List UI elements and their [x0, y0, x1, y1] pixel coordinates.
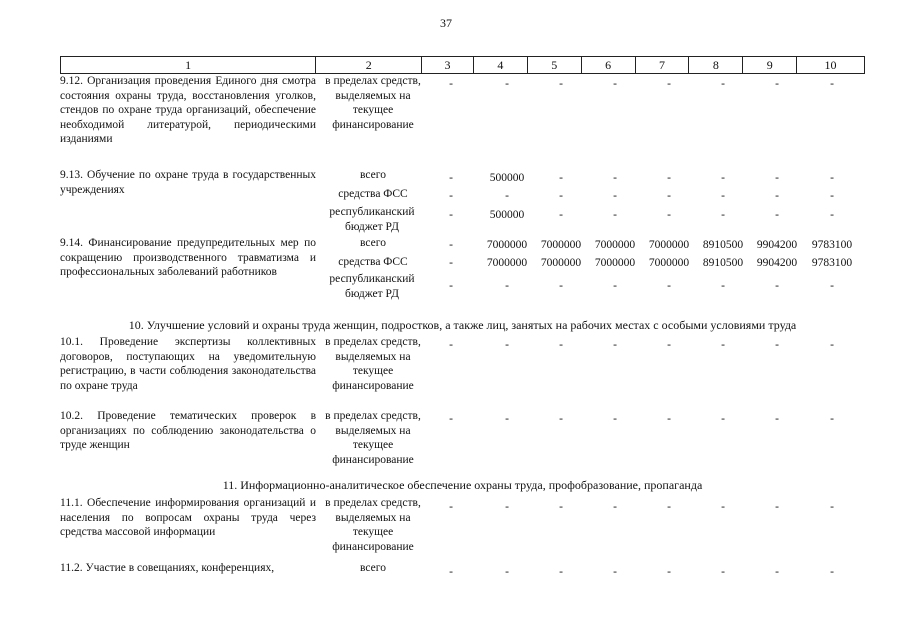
row-9-14-source-fss: средства ФСС — [338, 256, 408, 268]
cell-value: 7000000 — [486, 239, 528, 251]
cell-value: - — [775, 501, 779, 513]
cell-value: - — [449, 339, 453, 351]
cell-value: - — [559, 501, 563, 513]
cell-value: - — [559, 78, 563, 90]
funding-line: выделяемых на — [335, 424, 411, 437]
funding-line: в пределах средств, — [325, 410, 421, 422]
funding-line: финансирование — [332, 379, 414, 392]
row-11-2-description: 11.2. Участие в совещаниях, конференциях, — [60, 562, 275, 574]
funding-line: выделяемых на — [335, 511, 411, 524]
cell-value: - — [449, 566, 453, 578]
cell-value: - — [559, 339, 563, 351]
cell-value: - — [830, 209, 834, 221]
cell-value: - — [721, 172, 725, 184]
cell-value: 9904200 — [756, 239, 798, 251]
row-10-1-funding-source — [318, 335, 428, 393]
cell-value: - — [775, 209, 779, 221]
cell-value: - — [559, 190, 563, 202]
cell-value: - — [613, 209, 617, 221]
cell-value: - — [667, 209, 671, 221]
cell-value: - — [613, 172, 617, 184]
cell-value: - — [505, 566, 509, 578]
funding-line: финансирование — [332, 118, 414, 131]
cell-value: - — [775, 78, 779, 90]
cell-value: - — [830, 566, 834, 578]
cell-value: - — [667, 280, 671, 292]
cell-value: - — [505, 280, 509, 292]
header-col-3: 3 — [422, 57, 474, 73]
cell-value: - — [505, 501, 509, 513]
cell-value: 8910500 — [702, 239, 744, 251]
row-9-14-description: 9.14. Финансирование предупредительных мер по сокращению производственного травматизма и профессиональных заболеваний работников — [60, 237, 316, 278]
cell-value: - — [613, 501, 617, 513]
funding-line: в пределах средств, — [325, 75, 421, 87]
cell-value: 7000000 — [648, 239, 690, 251]
row-9-12-funding-source — [318, 74, 428, 132]
funding-line: текущее — [352, 439, 394, 451]
row-11-1-funding-source — [318, 496, 428, 554]
header-col-6: 6 — [582, 57, 636, 73]
cell-value: - — [830, 280, 834, 292]
row-11-1-description: 11.1. Обеспечение информирования организаций и населения по вопросам охраны труда через средства массовой информации — [60, 497, 316, 538]
row-10-2-description: 10.2. Проведение тематических проверок в организациях по соблюдению законодательства о труде женщин — [60, 410, 316, 451]
cell-value: - — [505, 339, 509, 351]
funding-line: текущее — [352, 365, 394, 377]
funding-line: выделяемых на — [335, 350, 411, 363]
cell-value: - — [449, 209, 453, 221]
cell-value: - — [613, 190, 617, 202]
cell-value: - — [449, 501, 453, 513]
cell-value: 500000 — [489, 172, 525, 184]
cell-value: - — [449, 190, 453, 202]
row-9-13-source-fss: средства ФСС — [338, 188, 408, 200]
cell-value: 9783100 — [811, 257, 853, 269]
cell-value: - — [505, 190, 509, 202]
cell-value: - — [667, 566, 671, 578]
header-col-8: 8 — [689, 57, 743, 73]
row-9-13-source-budget: республиканский бюджет РД — [329, 206, 415, 233]
cell-value: - — [830, 501, 834, 513]
cell-value: - — [721, 339, 725, 351]
row-9-14-source-budget: республиканский бюджет РД — [329, 273, 415, 300]
row-9-13-source-total: всего — [360, 169, 386, 181]
header-col-9: 9 — [743, 57, 797, 73]
row-9-13-description: 9.13. Обучение по охране труда в государственных учреждениях — [60, 169, 316, 196]
cell-value: - — [775, 190, 779, 202]
cell-value: - — [613, 339, 617, 351]
cell-value: - — [667, 190, 671, 202]
header-col-10: 10 — [824, 58, 837, 72]
row-9-14-source-total: всего — [360, 237, 386, 249]
cell-value: - — [830, 339, 834, 351]
row-9-12-description: 9.12. Организация проведения Единого дня смотра состояния охраны труда, восстановления уголков, стендов по охране труда организаций, обеспечение необходимой литературой, периодическими изданиями — [60, 75, 316, 145]
cell-value: - — [721, 501, 725, 513]
cell-value: - — [721, 280, 725, 292]
cell-value: - — [721, 566, 725, 578]
cell-value: - — [559, 172, 563, 184]
section-11-title: 11. Информационно-аналитическое обеспечение охраны труда, профобразование, пропаганда — [222, 478, 703, 492]
cell-value: - — [830, 190, 834, 202]
cell-value: - — [449, 280, 453, 292]
cell-value: - — [830, 78, 834, 90]
cell-value: 7000000 — [540, 257, 582, 269]
header-col-2: 2 — [316, 57, 422, 73]
funding-line: текущее — [352, 104, 394, 116]
cell-value: - — [721, 78, 725, 90]
funding-line: в пределах средств, — [325, 497, 421, 509]
page-number: 37 — [440, 16, 452, 30]
cell-value: - — [721, 413, 725, 425]
cell-value: - — [667, 339, 671, 351]
cell-value: - — [667, 413, 671, 425]
cell-value: - — [449, 413, 453, 425]
cell-value: 8910500 — [702, 257, 744, 269]
cell-value: - — [449, 239, 453, 251]
funding-line: финансирование — [332, 453, 414, 466]
cell-value: - — [775, 172, 779, 184]
cell-value: - — [559, 413, 563, 425]
section-10-title: 10. Улучшение условий и охраны труда женщин, подростков, а также лиц, занятых на рабочих местах с особыми условиями труда — [128, 318, 797, 332]
cell-value: 500000 — [489, 209, 525, 221]
row-10-2-funding-source — [318, 409, 428, 467]
cell-value: - — [505, 78, 509, 90]
cell-value: - — [667, 78, 671, 90]
cell-value: - — [505, 413, 509, 425]
cell-value: 7000000 — [540, 239, 582, 251]
header-col-7: 7 — [636, 57, 690, 73]
cell-value: - — [613, 280, 617, 292]
row-10-1-description: 10.1. Проведение экспертизы коллективных договоров, поступающих на уведомительную регистрацию, в части соблюдения законодательства по охране труда — [60, 336, 316, 392]
funding-line: текущее — [352, 526, 394, 538]
column-number-header — [60, 56, 865, 74]
cell-value: - — [449, 257, 453, 269]
header-col-4: 4 — [474, 57, 528, 73]
cell-value: 9783100 — [811, 239, 853, 251]
cell-value: - — [830, 413, 834, 425]
cell-value: - — [775, 413, 779, 425]
funding-line: финансирование — [332, 540, 414, 553]
header-col-1: 1 — [61, 57, 316, 73]
cell-value: 7000000 — [648, 257, 690, 269]
funding-line: в пределах средств, — [325, 336, 421, 348]
cell-value: - — [667, 501, 671, 513]
cell-value: - — [559, 209, 563, 221]
cell-value: - — [613, 566, 617, 578]
cell-value: - — [559, 280, 563, 292]
cell-value: 7000000 — [594, 239, 636, 251]
header-col-5: 5 — [528, 57, 582, 73]
cell-value: - — [830, 172, 834, 184]
cell-value: 7000000 — [486, 257, 528, 269]
cell-value: 9904200 — [756, 257, 798, 269]
cell-value: - — [775, 339, 779, 351]
cell-value: - — [449, 78, 453, 90]
row-11-2-source-total: всего — [360, 562, 386, 574]
cell-value: - — [613, 413, 617, 425]
cell-value: - — [721, 209, 725, 221]
cell-value: - — [721, 190, 725, 202]
cell-value: - — [775, 280, 779, 292]
cell-value: 7000000 — [594, 257, 636, 269]
cell-value: - — [775, 566, 779, 578]
cell-value: - — [667, 172, 671, 184]
funding-line: выделяемых на — [335, 89, 411, 102]
cell-value: - — [559, 566, 563, 578]
cell-value: - — [449, 172, 453, 184]
cell-value: - — [613, 78, 617, 90]
